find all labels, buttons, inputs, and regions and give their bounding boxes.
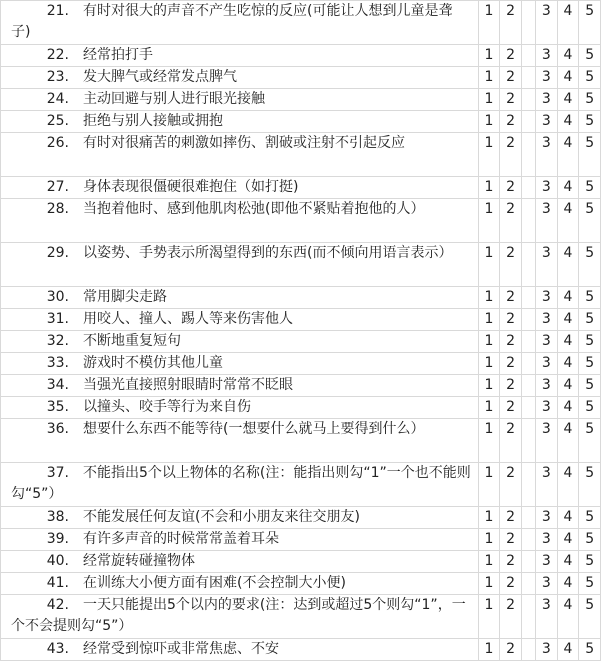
question-text: 身体表现很僵硬很难抱住（如打挺) [83,179,299,195]
score-option-2[interactable]: 2 [500,331,522,353]
question-text-cell [1,595,479,639]
question-number: 32. [46,333,69,349]
score-option-3[interactable]: 3 [536,353,558,375]
score-option-2[interactable]: 2 [500,309,522,331]
score-option-4[interactable]: 4 [557,419,579,463]
question-text: 想要什么东西不能等待(一想要什么就马上要得到什么） [83,421,425,437]
question-row [1,353,601,375]
question-text: 一天只能提出5个以内的要求(注：达到或超过5个则勾“1”，一个不会提则勾“5”） [11,597,466,634]
spacer-cell [521,397,535,419]
score-option-4[interactable]: 4 [557,529,579,551]
score-option-3[interactable]: 3 [536,375,558,397]
score-option-4[interactable]: 4 [557,67,579,89]
question-row [1,375,601,397]
score-option-4[interactable]: 4 [557,639,579,661]
score-option-4[interactable]: 4 [557,243,579,287]
score-option-3[interactable]: 3 [536,397,558,419]
score-option-1[interactable]: 1 [478,551,500,573]
score-option-3[interactable]: 3 [536,529,558,551]
question-number: 28. [46,201,69,217]
question-row [1,199,601,243]
score-option-3[interactable]: 3 [536,595,558,639]
score-option-1[interactable]: 1 [478,67,500,89]
question-text: 拒绝与别人接触或拥抱 [83,113,223,129]
score-option-5[interactable]: 5 [579,573,601,595]
question-text: 有时对很大的声音不产生吃惊的反应(可能让人想到儿童是聋子) [11,3,453,40]
score-option-2[interactable]: 2 [500,419,522,463]
score-option-5[interactable]: 5 [579,177,601,199]
score-option-5[interactable]: 5 [579,199,601,243]
question-row [1,287,601,309]
question-row [1,595,601,639]
score-option-1[interactable]: 1 [478,177,500,199]
score-option-2[interactable]: 2 [500,529,522,551]
score-option-5[interactable]: 5 [579,507,601,529]
spacer-cell [521,89,535,111]
question-text: 有时对很痛苦的刺激如摔伤、割破或注射不引起反应 [83,135,405,151]
question-row [1,309,601,331]
score-option-5[interactable]: 5 [579,287,601,309]
question-row [1,177,601,199]
question-number: 36. [46,421,69,437]
score-option-5[interactable]: 5 [579,419,601,463]
score-option-4[interactable]: 4 [557,199,579,243]
question-row [1,551,601,573]
score-option-5[interactable]: 5 [579,551,601,573]
score-option-1[interactable]: 1 [478,419,500,463]
question-number: 22. [46,47,69,63]
question-row [1,331,601,353]
question-row [1,463,601,507]
score-option-1[interactable]: 1 [478,331,500,353]
question-text-cell [1,111,479,133]
question-row [1,529,601,551]
score-option-4[interactable]: 4 [557,45,579,67]
question-text-cell [1,397,479,419]
question-text: 用咬人、撞人、踢人等来伤害他人 [83,311,293,327]
spacer-cell [521,375,535,397]
score-option-3[interactable]: 3 [536,463,558,507]
question-row [1,397,601,419]
score-option-3[interactable]: 3 [536,507,558,529]
question-text: 主动回避与别人进行眼光接触 [83,91,265,107]
score-option-2[interactable]: 2 [500,287,522,309]
question-text: 游戏时不模仿其他儿童 [83,355,223,371]
score-option-1[interactable]: 1 [478,639,500,661]
question-number: 41. [46,575,69,591]
question-number: 26. [46,135,69,151]
score-option-1[interactable]: 1 [478,89,500,111]
score-option-4[interactable]: 4 [557,177,579,199]
score-option-3[interactable]: 3 [536,177,558,199]
score-option-3[interactable]: 3 [536,133,558,177]
question-text-cell [1,67,479,89]
score-option-5[interactable]: 5 [579,133,601,177]
question-text-cell [1,529,479,551]
score-option-5[interactable]: 5 [579,111,601,133]
score-option-4[interactable]: 4 [557,331,579,353]
question-row [1,45,601,67]
question-text-cell [1,419,479,463]
question-text: 当强光直接照射眼睛时常常不眨眼 [83,377,293,393]
spacer-cell [521,177,535,199]
score-option-2[interactable]: 2 [500,89,522,111]
score-option-2[interactable]: 2 [500,573,522,595]
score-option-2[interactable]: 2 [500,639,522,661]
question-row [1,507,601,529]
question-text: 有许多声音的时候常常盖着耳朵 [83,531,279,547]
score-option-5[interactable]: 5 [579,45,601,67]
question-text-cell [1,199,479,243]
score-option-1[interactable]: 1 [478,595,500,639]
score-option-2[interactable]: 2 [500,45,522,67]
score-option-1[interactable]: 1 [478,133,500,177]
spacer-cell [521,463,535,507]
score-option-3[interactable]: 3 [536,419,558,463]
question-text: 经常旋转碰撞物体 [83,553,195,569]
spacer-cell [521,199,535,243]
score-option-2[interactable]: 2 [500,1,522,45]
score-option-5[interactable]: 5 [579,1,601,45]
score-option-4[interactable]: 4 [557,309,579,331]
spacer-cell [521,331,535,353]
question-text-cell [1,331,479,353]
question-number: 23. [46,69,69,85]
spacer-cell [521,111,535,133]
score-option-4[interactable]: 4 [557,397,579,419]
question-text-cell [1,353,479,375]
question-number: 40. [46,553,69,569]
spacer-cell [521,287,535,309]
score-option-4[interactable]: 4 [557,507,579,529]
spacer-cell [521,529,535,551]
spacer-cell [521,573,535,595]
score-option-4[interactable]: 4 [557,353,579,375]
spacer-cell [521,243,535,287]
question-text-cell [1,89,479,111]
question-text: 不断地重复短句 [83,333,181,349]
score-option-3[interactable]: 3 [536,199,558,243]
score-option-3[interactable]: 3 [536,573,558,595]
score-option-1[interactable]: 1 [478,45,500,67]
question-text-cell [1,375,479,397]
spacer-cell [521,1,535,45]
question-number: 39. [46,531,69,547]
question-number: 30. [46,289,69,305]
question-text: 以姿势、手势表示所渴望得到的东西(而不倾向用语言表示） [83,245,453,261]
score-option-2[interactable]: 2 [500,111,522,133]
score-option-2[interactable]: 2 [500,463,522,507]
score-option-2[interactable]: 2 [500,133,522,177]
question-row [1,67,601,89]
question-number: 21. [46,3,69,19]
score-option-5[interactable]: 5 [579,375,601,397]
question-text-cell [1,573,479,595]
score-option-3[interactable]: 3 [536,243,558,287]
score-option-5[interactable]: 5 [579,243,601,287]
score-option-2[interactable]: 2 [500,507,522,529]
question-number: 24. [46,91,69,107]
score-option-4[interactable]: 4 [557,463,579,507]
question-row [1,133,601,177]
score-option-1[interactable]: 1 [478,397,500,419]
score-option-1[interactable]: 1 [478,507,500,529]
score-option-2[interactable]: 2 [500,177,522,199]
question-text-cell [1,639,479,661]
score-option-3[interactable]: 3 [536,331,558,353]
score-option-5[interactable]: 5 [579,595,601,639]
question-number: 27. [46,179,69,195]
spacer-cell [521,133,535,177]
score-option-1[interactable]: 1 [478,1,500,45]
spacer-cell [521,595,535,639]
question-number: 34. [46,377,69,393]
question-number: 38. [46,509,69,525]
question-text: 经常受到惊吓或非常焦虑、不安 [83,641,279,657]
score-option-5[interactable]: 5 [579,463,601,507]
spacer-cell [521,639,535,661]
question-text: 不能指出5个以上物体的名称(注：能指出则勾“1”一个也不能则勾“5”） [11,465,471,502]
score-option-2[interactable]: 2 [500,551,522,573]
question-text-cell [1,287,479,309]
spacer-cell [521,353,535,375]
score-option-5[interactable]: 5 [579,353,601,375]
question-text-cell [1,463,479,507]
score-option-5[interactable]: 5 [579,529,601,551]
score-option-5[interactable]: 5 [579,331,601,353]
score-option-3[interactable]: 3 [536,67,558,89]
question-text: 发大脾气或经常发点脾气 [83,69,237,85]
score-option-2[interactable]: 2 [500,595,522,639]
score-option-1[interactable]: 1 [478,309,500,331]
score-option-5[interactable]: 5 [579,67,601,89]
score-option-4[interactable]: 4 [557,287,579,309]
spacer-cell [521,45,535,67]
score-option-1[interactable]: 1 [478,199,500,243]
score-option-1[interactable]: 1 [478,287,500,309]
score-option-3[interactable]: 3 [536,111,558,133]
score-option-5[interactable]: 5 [579,309,601,331]
question-number: 31. [46,311,69,327]
score-option-1[interactable]: 1 [478,375,500,397]
score-option-2[interactable]: 2 [500,199,522,243]
question-text: 以撞头、咬手等行为来自伤 [83,399,251,415]
question-text: 经常拍打手 [83,47,153,63]
score-option-3[interactable]: 3 [536,1,558,45]
question-text-cell [1,243,479,287]
score-option-3[interactable]: 3 [536,287,558,309]
question-text: 当抱着他时、感到他肌肉松弛(即他不紧贴着抱他的人） [83,201,425,217]
question-number: 33. [46,355,69,371]
score-option-2[interactable]: 2 [500,243,522,287]
score-option-4[interactable]: 4 [557,595,579,639]
score-option-4[interactable]: 4 [557,375,579,397]
question-text-cell [1,551,479,573]
question-number: 29. [46,245,69,261]
score-option-1[interactable]: 1 [478,529,500,551]
score-option-5[interactable]: 5 [579,89,601,111]
question-row [1,639,601,661]
score-option-1[interactable]: 1 [478,463,500,507]
score-option-3[interactable]: 3 [536,89,558,111]
score-option-3[interactable]: 3 [536,639,558,661]
question-text-cell [1,45,479,67]
question-row [1,1,601,45]
score-option-1[interactable]: 1 [478,243,500,287]
spacer-cell [521,507,535,529]
score-option-4[interactable]: 4 [557,111,579,133]
question-row [1,111,601,133]
score-option-1[interactable]: 1 [478,573,500,595]
score-option-2[interactable]: 2 [500,375,522,397]
score-option-4[interactable]: 4 [557,133,579,177]
score-option-2[interactable]: 2 [500,353,522,375]
spacer-cell [521,419,535,463]
question-row [1,573,601,595]
question-number: 25. [46,113,69,129]
question-text: 不能发展任何友谊(不会和小朋友来往交朋友) [83,509,360,525]
question-number: 43. [46,641,69,657]
question-row [1,419,601,463]
question-number: 42. [46,597,69,613]
spacer-cell [521,309,535,331]
score-option-4[interactable]: 4 [557,89,579,111]
question-text: 常用脚尖走路 [83,289,167,305]
spacer-cell [521,67,535,89]
score-option-4[interactable]: 4 [557,551,579,573]
spacer-cell [521,551,535,573]
score-option-3[interactable]: 3 [536,45,558,67]
score-option-5[interactable]: 5 [579,397,601,419]
question-number: 35. [46,399,69,415]
question-row [1,89,601,111]
question-text: 在训练大小便方面有困难(不会控制大小便) [83,575,346,591]
score-option-2[interactable]: 2 [500,397,522,419]
score-option-3[interactable]: 3 [536,551,558,573]
score-option-4[interactable]: 4 [557,573,579,595]
question-text-cell [1,177,479,199]
score-option-1[interactable]: 1 [478,111,500,133]
question-text-cell [1,507,479,529]
score-option-1[interactable]: 1 [478,353,500,375]
question-text-cell [1,309,479,331]
question-row [1,243,601,287]
question-text-cell [1,133,479,177]
score-option-4[interactable]: 4 [557,1,579,45]
score-option-2[interactable]: 2 [500,67,522,89]
score-option-5[interactable]: 5 [579,639,601,661]
question-text-cell [1,1,479,45]
score-option-3[interactable]: 3 [536,309,558,331]
question-number: 37. [46,465,69,481]
